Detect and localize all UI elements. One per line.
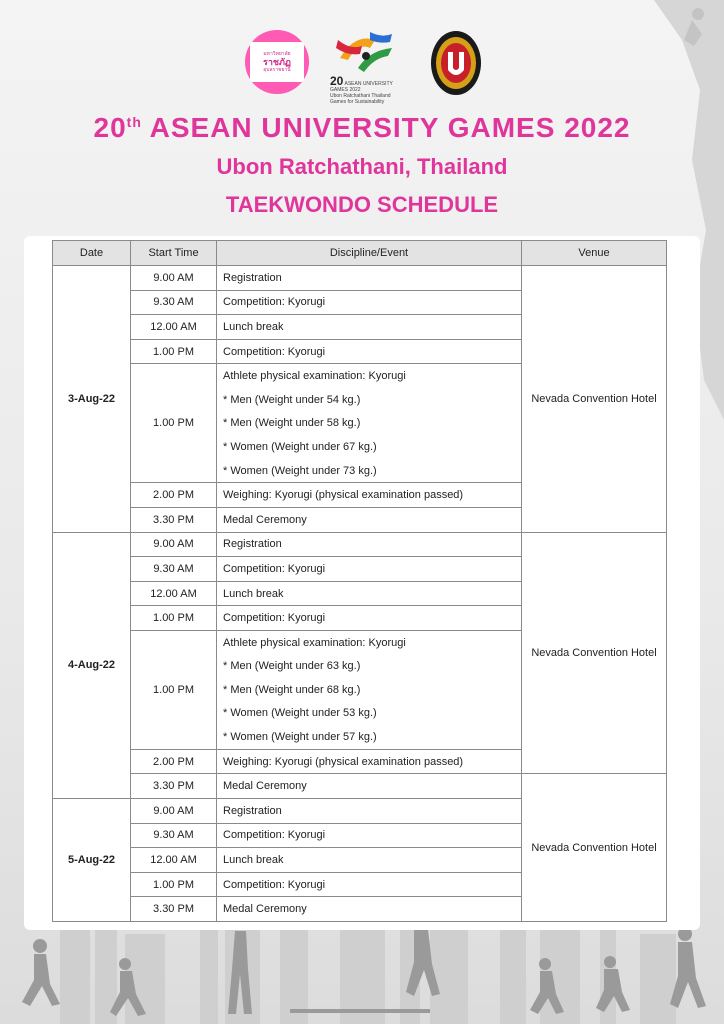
time-cell: 1.00 PM <box>131 872 217 897</box>
games-emblem-icon <box>330 28 400 78</box>
time-cell: 3.30 PM <box>131 507 217 532</box>
time-cell: 9.00 AM <box>131 532 217 557</box>
event-cell: Registration <box>217 532 522 557</box>
event-cell: Competition: Kyorugi <box>217 557 522 582</box>
column-header-venue: Venue <box>522 241 667 266</box>
sports-association-logo <box>430 30 482 96</box>
time-cell: 9.30 AM <box>131 557 217 582</box>
time-cell: 1.00 PM <box>131 630 217 749</box>
table-row <box>53 532 667 557</box>
time-cell: 12.00 AM <box>131 848 217 873</box>
column-header-start-time: Start Time <box>131 241 217 266</box>
games-caption-line: Games for Sustainability <box>330 99 385 105</box>
page-title <box>0 112 724 144</box>
event-cell: Registration <box>217 799 522 824</box>
university-logo-line: อุบลราชธานี <box>263 67 291 73</box>
time-cell: 1.00 PM <box>131 364 217 483</box>
event-cell: * Men (Weight under 54 kg.) <box>217 388 522 412</box>
column-header-date: Date <box>53 241 131 266</box>
games-number: 20 <box>330 74 344 88</box>
games-caption-line: ASEAN UNIVERSITY GAMES 2022 <box>330 81 393 93</box>
table-row <box>53 266 667 291</box>
schedule-title: TAEKWONDO SCHEDULE <box>225 192 499 217</box>
venue-cell: Nevada Convention Hotel <box>522 774 667 922</box>
event-cell: Competition: Kyorugi <box>217 290 522 315</box>
venue-cell: Nevada Convention Hotel <box>522 266 667 533</box>
date-cell: 4-Aug-22 <box>53 532 131 799</box>
logo-row <box>0 28 724 108</box>
event-cell: Competition: Kyorugi <box>217 872 522 897</box>
header <box>0 112 724 218</box>
title-prefix: 20 <box>93 112 127 143</box>
time-cell: 9.00 AM <box>131 266 217 291</box>
event-cell: Medal Ceremony <box>217 897 522 922</box>
event-cell: Weighing: Kyorugi (physical examination passed) <box>217 483 522 508</box>
event-cell: Registration <box>217 266 522 291</box>
event-cell: Lunch break <box>217 848 522 873</box>
time-cell: 1.00 PM <box>131 606 217 631</box>
event-cell: Athlete physical examination: Kyorugi <box>217 630 522 654</box>
time-cell: 3.30 PM <box>131 897 217 922</box>
time-cell: 12.00 AM <box>131 315 217 340</box>
location-subtitle: Ubon Ratchathani, Thailand <box>216 154 508 179</box>
time-cell: 12.00 AM <box>131 581 217 606</box>
university-logo <box>245 30 309 94</box>
event-cell: * Women (Weight under 73 kg.) <box>217 459 522 483</box>
title-ordinal: th <box>126 114 142 130</box>
event-cell: * Women (Weight under 53 kg.) <box>217 702 522 726</box>
time-cell: 3.30 PM <box>131 774 217 799</box>
event-cell: Lunch break <box>217 581 522 606</box>
event-cell: Medal Ceremony <box>217 774 522 799</box>
time-cell: 1.00 PM <box>131 339 217 364</box>
event-cell: Competition: Kyorugi <box>217 823 522 848</box>
time-cell: 9.00 AM <box>131 799 217 824</box>
games-caption-line: Ubon Ratchathani Thailand <box>330 93 391 99</box>
time-cell: 9.30 AM <box>131 290 217 315</box>
date-cell: 3-Aug-22 <box>53 266 131 533</box>
table-row <box>53 774 667 799</box>
schedule-table <box>52 240 667 922</box>
time-cell: 2.00 PM <box>131 749 217 774</box>
event-cell: * Men (Weight under 68 kg.) <box>217 678 522 702</box>
title-main: ASEAN UNIVERSITY GAMES 2022 <box>149 112 631 143</box>
event-cell: Competition: Kyorugi <box>217 339 522 364</box>
date-cell: 5-Aug-22 <box>53 799 131 922</box>
column-header-event: Discipline/Event <box>217 241 522 266</box>
event-cell: * Women (Weight under 57 kg.) <box>217 725 522 749</box>
time-cell: 2.00 PM <box>131 483 217 508</box>
university-logo-line: ราชภัฏ <box>263 57 291 67</box>
event-cell: Weighing: Kyorugi (physical examination passed) <box>217 749 522 774</box>
event-cell: Medal Ceremony <box>217 507 522 532</box>
table-header-row <box>53 241 667 266</box>
venue-cell: Nevada Convention Hotel <box>522 532 667 774</box>
event-cell: * Women (Weight under 67 kg.) <box>217 435 522 459</box>
games-logo <box>330 28 400 105</box>
event-cell: Competition: Kyorugi <box>217 606 522 631</box>
time-cell: 9.30 AM <box>131 823 217 848</box>
event-cell: * Men (Weight under 63 kg.) <box>217 655 522 679</box>
event-cell: * Men (Weight under 58 kg.) <box>217 412 522 436</box>
university-logo-line: มหาวิทยาลัย <box>263 51 291 57</box>
event-cell: Athlete physical examination: Kyorugi <box>217 364 522 388</box>
event-cell: Lunch break <box>217 315 522 340</box>
